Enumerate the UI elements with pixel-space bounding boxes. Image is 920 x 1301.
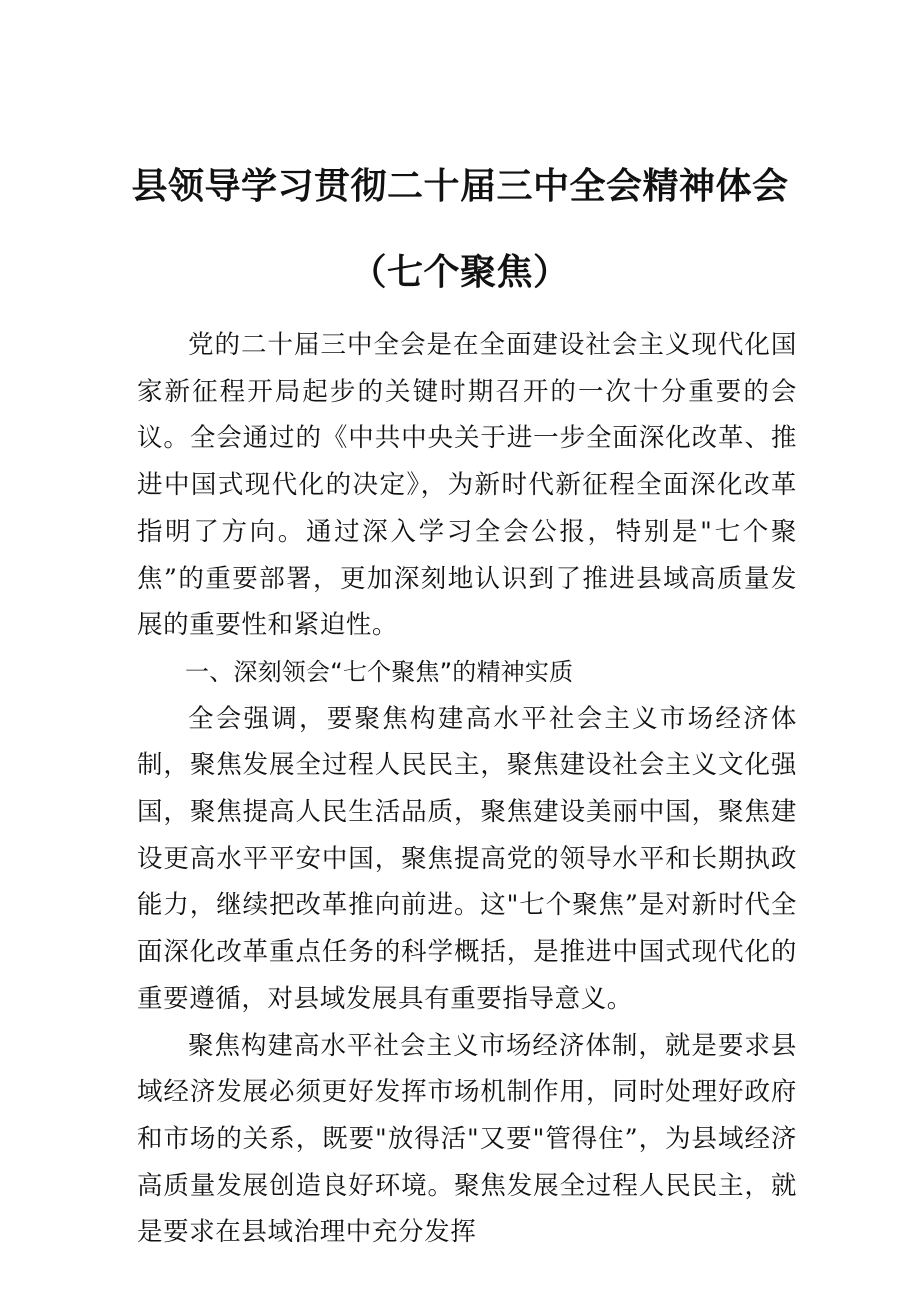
body-paragraph: 全会强调，要聚焦构建高水平社会主义市场经济体制，聚焦发展全过程人民民主，聚焦建设社会主义文化强国，聚焦提高人民生活品质，聚焦建设美丽中国，聚焦建设更高水平平安中国，聚焦提高党的领导水平和长期执政能力，继续把改革推向前进。这"七个聚焦”是对新时代全面深化改革重点任务的科学概括，是推进中国式现代化的重要遵循，对县域发展具有重要指导意义。 <box>137 703 797 1014</box>
document-subtitle: （七个聚焦） <box>350 252 570 293</box>
document-title: 县领导学习贯彻二十届三中全会精神体会 <box>131 166 789 207</box>
body-paragraph: 聚焦构建高水平社会主义市场经济体制，就是要求县域经济发展必须更好发挥市场机制作用，同时处理好政府和市场的关系，既要"放得活"又要"管得住”，为县域经济高质量发展创造良好环境。聚焦发展全过程人民民主，就是要求在县域治理中充分发挥 <box>137 1030 797 1248</box>
intro-paragraph: 党的二十届三中全会是在全面建设社会主义现代化国家新征程开局起步的关键时期召开的一次十分重要的会议。全会通过的《中共中央关于进一步全面深化改革、推进中国式现代化的决定》，为新时代新征程全面深化改革指明了方向。通过深入学习全会公报，特别是"七个聚焦”的重要部署，更加深刻地认识到了推进县域高质量发展的重要性和紧迫性。 <box>137 330 797 641</box>
document-body <box>137 322 797 1256</box>
section-heading-1: 一、深刻领会“七个聚焦”的精神实质 <box>185 657 574 686</box>
